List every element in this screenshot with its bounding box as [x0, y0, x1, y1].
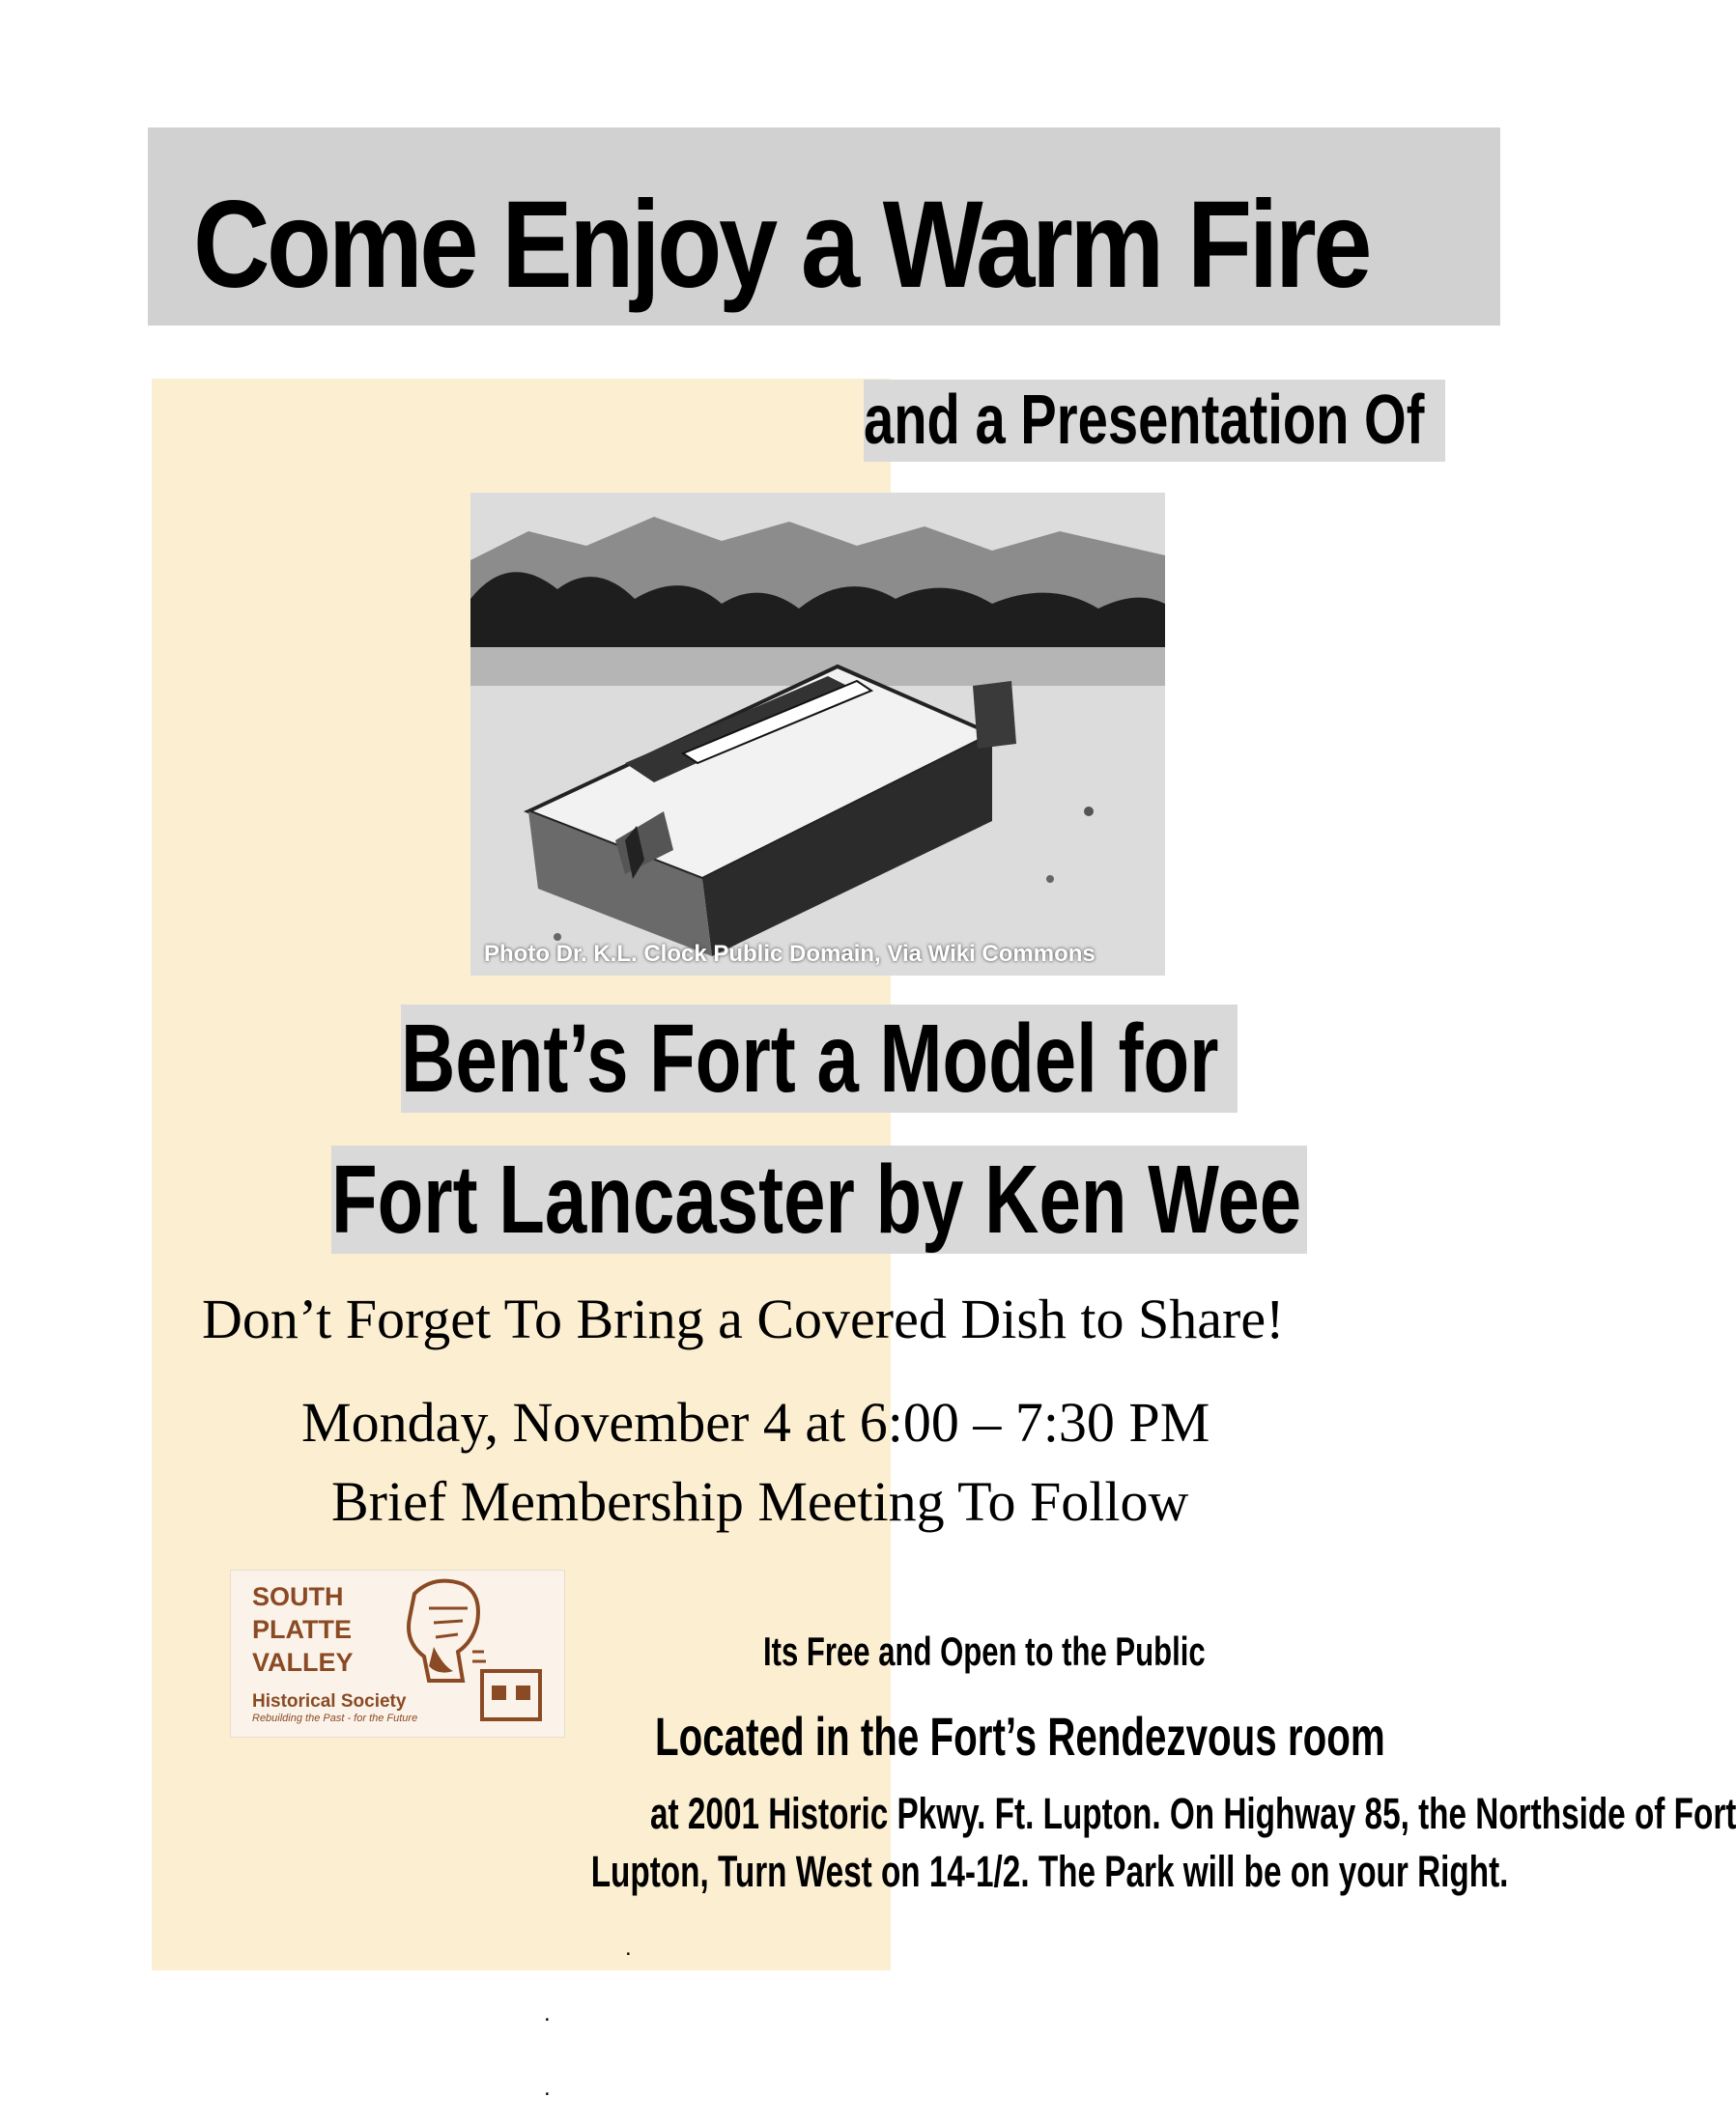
presentation-title-line2: [331, 1146, 1307, 1254]
logo-line3: VALLEY: [252, 1648, 354, 1677]
page-title: Come Enjoy a Warm Fire: [193, 176, 1370, 314]
presentation-title-line1: [401, 1005, 1238, 1113]
covered-dish-note: Don’t Forget To Bring a Covered Dish to Share!: [202, 1288, 1285, 1350]
stray-dot: .: [544, 2000, 551, 2026]
location-note: [655, 1705, 1457, 1769]
logo-line1: SOUTH: [252, 1582, 344, 1611]
event-date-time: Monday, November 4 at 6:00 – 7:30 PM: [301, 1391, 1210, 1454]
membership-meeting-note: Brief Membership Meeting To Follow: [331, 1470, 1189, 1533]
address-line2: [269, 1845, 1509, 1899]
stray-dot: .: [625, 1935, 632, 1961]
free-admission-text: Its Free and Open to the Public: [763, 1629, 1206, 1674]
fort-illustration: [470, 493, 1165, 976]
location-text: Located in the Fort’s Rendezvous room: [655, 1706, 1385, 1767]
address-line2-text: Lupton, Turn West on 14-1/2. The Park will be on your Right.: [590, 1847, 1509, 1896]
historical-society-logo: [230, 1570, 565, 1738]
presentation-title-line2-text: Fort Lancaster by Ken Wee: [331, 1146, 1302, 1254]
free-admission-note: [763, 1628, 1285, 1676]
stray-dot: .: [544, 2075, 551, 2101]
photo-credit: Photo Dr. K.L. Clock Public Domain, Via Wiki Commons: [484, 941, 1096, 967]
logo-line2: PLATTE: [252, 1615, 352, 1644]
fort-photo: [470, 493, 1165, 976]
address-line1: [269, 1787, 1736, 1841]
subtitle-text: and a Presentation Of: [864, 382, 1425, 459]
address-line1-text: at 2001 Historic Pkwy. Ft. Lupton. On Highway 85, the Northside of Fort: [650, 1789, 1736, 1838]
subtitle: [864, 380, 1445, 462]
logo-tagline: Rebuilding the Past - for the Future: [252, 1713, 418, 1724]
presentation-title-line1-text: Bent’s Fort a Model for: [401, 1005, 1219, 1113]
logo-society-name: Historical Society: [252, 1691, 407, 1712]
